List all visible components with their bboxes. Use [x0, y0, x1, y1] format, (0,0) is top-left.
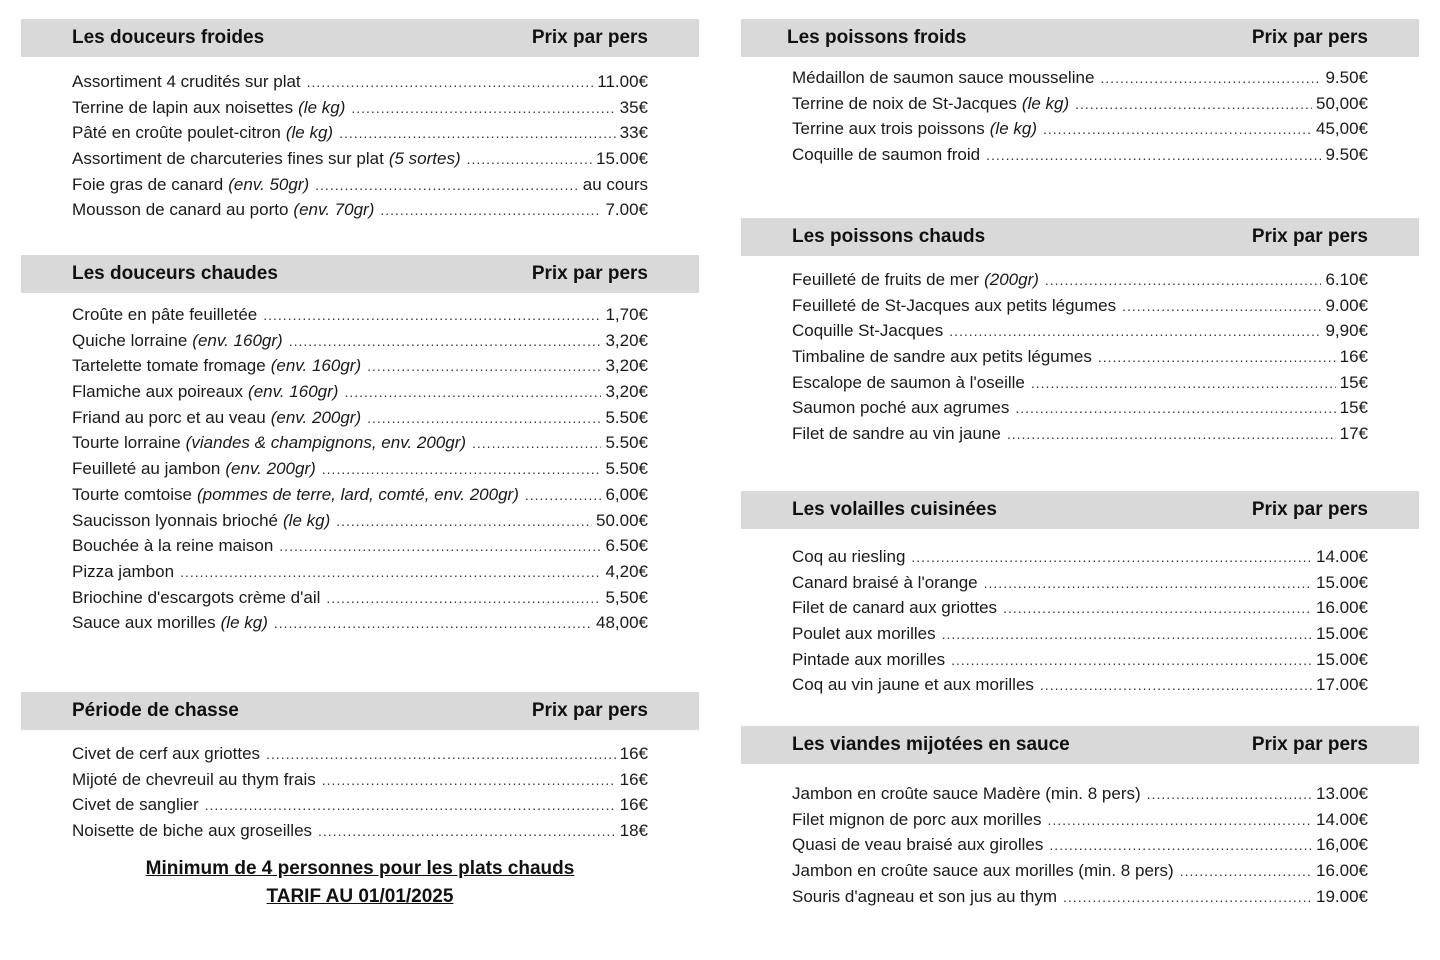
item-price: 9.50€	[1325, 68, 1368, 87]
item-name: Feuilleté de St-Jacques aux petits légumes	[792, 295, 1117, 315]
menu-item	[72, 149, 648, 175]
dot-leader	[339, 125, 616, 141]
menu-list	[792, 68, 1368, 171]
item-price: 50.00€	[596, 510, 648, 530]
dot-leader	[380, 202, 601, 218]
tarif-date: TARIF AU 01/01/2025	[266, 886, 454, 907]
menu-item	[72, 562, 648, 588]
item-name: Bouchée à la reine maison	[72, 536, 274, 556]
item-name: Croûte en pâte feuilletée	[72, 305, 258, 324]
section-poissons-chauds	[741, 218, 1419, 444]
price-column-header: Prix par pers	[1251, 499, 1368, 520]
menu-item	[792, 784, 1368, 810]
item-price: 5.50€	[605, 407, 648, 427]
item-name: Foie gras de canard	[72, 174, 224, 194]
item-note: (viandes & champignons, env. 200gr)	[185, 433, 467, 453]
menu-item	[792, 68, 1368, 94]
item-note: (env. 160gr)	[248, 382, 339, 402]
minimum-notice: Minimum de 4 personnes pour les plats chauds	[145, 858, 575, 879]
section-title: Les volailles cuisinées	[792, 499, 997, 520]
item-name: Coquille St-Jacques	[792, 321, 944, 341]
item-name: Mijoté de chevreuil au thym frais	[72, 769, 316, 789]
item-price: 15€	[1339, 372, 1368, 392]
dot-leader	[266, 746, 616, 762]
section-header	[21, 255, 699, 293]
dot-leader	[1043, 121, 1312, 137]
dot-leader	[326, 590, 601, 606]
item-note: (pommes de terre, lard, comté, env. 200gr)	[197, 484, 519, 504]
item-price: 17€	[1339, 424, 1368, 444]
dot-leader	[525, 487, 602, 503]
item-note: (env. 160gr)	[270, 356, 362, 376]
dot-leader	[984, 575, 1312, 591]
section-header	[741, 19, 1419, 57]
menu-item	[792, 347, 1368, 373]
item-price: 5.50€	[605, 459, 648, 479]
menu-item	[72, 588, 648, 614]
item-name: Pâté en croûte poulet-citron	[72, 123, 281, 143]
item-note: (le kg)	[989, 119, 1037, 139]
item-name: Filet de canard aux griottes	[792, 598, 998, 618]
section-title: Les viandes mijotées en sauce	[792, 734, 1070, 755]
dot-leader	[1031, 375, 1336, 391]
section-title: Les douceurs froides	[72, 27, 265, 48]
section-periode-chasse	[21, 692, 699, 841]
item-note: (le kg)	[283, 510, 331, 530]
item-note: (env. 200gr)	[270, 407, 362, 427]
dot-leader	[367, 358, 601, 374]
dot-leader	[1045, 272, 1322, 288]
item-price: 33€	[619, 123, 648, 143]
menu-list	[792, 784, 1368, 912]
item-name: Assortiment 4 crudités sur plat	[72, 72, 301, 91]
item-name: Friand au porc et au veau	[72, 407, 266, 427]
item-price: 9,90€	[1325, 321, 1368, 341]
menu-item	[792, 119, 1368, 145]
price-column-header: Prix par pers	[531, 700, 648, 721]
menu-item	[72, 795, 648, 821]
section-header	[741, 726, 1419, 764]
item-price: 9.00€	[1325, 295, 1368, 315]
item-price: 5,50€	[605, 587, 648, 607]
menu-item	[792, 296, 1368, 322]
price-column-header: Prix par pers	[1251, 27, 1368, 48]
item-name: Canard braisé à l'orange	[792, 572, 978, 592]
dot-leader	[289, 333, 602, 349]
item-price: 45,00€	[1316, 119, 1368, 139]
item-price: 14.00€	[1316, 547, 1368, 566]
menu-item	[792, 547, 1368, 573]
menu-list	[792, 547, 1368, 701]
item-name: Terrine aux trois poissons	[792, 119, 985, 139]
menu-item	[72, 536, 648, 562]
item-price: 48,00€	[596, 613, 648, 633]
dot-leader	[1007, 426, 1336, 442]
menu-item	[792, 675, 1368, 701]
item-price: 9.50€	[1325, 145, 1368, 165]
dot-leader	[274, 615, 592, 631]
menu-item	[792, 887, 1368, 913]
section-header	[741, 218, 1419, 256]
dot-leader	[1075, 96, 1312, 112]
item-price: 6.50€	[605, 536, 648, 556]
dot-leader	[307, 74, 594, 90]
item-name: Briochine d'escargots crème d'ail	[72, 587, 321, 607]
item-note: (env. 200gr)	[225, 459, 316, 479]
item-name: Timbaline de sandre aux petits légumes	[792, 347, 1092, 367]
item-price: 16€	[619, 744, 648, 763]
item-name: Sauce aux morilles	[72, 613, 216, 633]
menu-item	[792, 624, 1368, 650]
item-name: Mousson de canard au porto	[72, 200, 289, 220]
item-name: Civet de sanglier	[72, 795, 199, 815]
dot-leader	[1047, 812, 1312, 828]
item-name: Feuilleté de fruits de mer	[792, 270, 980, 289]
item-price: 19.00€	[1316, 886, 1368, 906]
item-price: 13.00€	[1316, 784, 1368, 803]
item-name: Assortiment de charcuteries fines sur plat	[72, 149, 384, 169]
item-price: 15.00€	[1316, 572, 1368, 592]
item-name: Terrine de lapin aux noisettes	[72, 97, 294, 117]
item-note: (env. 50gr)	[228, 174, 310, 194]
menu-item	[72, 175, 648, 201]
item-name: Pintade aux morilles	[792, 649, 946, 669]
item-price: 6,00€	[605, 484, 648, 504]
item-name: Feuilleté au jambon	[72, 459, 221, 479]
item-price: 50,00€	[1316, 93, 1368, 113]
item-note: (le kg)	[285, 123, 334, 143]
dot-leader	[472, 435, 601, 451]
dot-leader	[351, 100, 615, 116]
menu-item	[792, 810, 1368, 836]
menu-item	[792, 94, 1368, 120]
item-price: 3,20€	[605, 382, 648, 402]
item-price: 3,20€	[605, 356, 648, 376]
section-douceurs-froides	[21, 19, 699, 220]
item-name: Jambon en croûte sauce Madère (min. 8 pers)	[792, 784, 1141, 803]
item-name: Filet de sandre au vin jaune	[792, 424, 1001, 444]
dot-leader	[180, 564, 601, 580]
dot-leader	[467, 151, 592, 167]
section-poissons-froids	[741, 19, 1419, 165]
section-header	[741, 491, 1419, 529]
item-name: Poulet aux morilles	[792, 624, 936, 644]
item-price: 6.10€	[1325, 270, 1368, 289]
menu-item	[792, 573, 1368, 599]
item-price: 16.00€	[1316, 598, 1368, 618]
price-column-header: Prix par pers	[531, 263, 648, 284]
dot-leader	[949, 323, 1321, 339]
dot-leader	[315, 177, 579, 193]
dot-leader	[322, 461, 602, 477]
item-note: (env. 70gr)	[293, 200, 375, 220]
section-volailles	[741, 491, 1419, 695]
dot-leader	[1122, 298, 1321, 314]
item-price: 15.00€	[1316, 624, 1368, 644]
item-name: Médaillon de saumon sauce mousseline	[792, 68, 1095, 87]
item-name: Quiche lorraine	[72, 330, 188, 350]
item-price: 16€	[1339, 347, 1368, 367]
item-name: Civet de cerf aux griottes	[72, 744, 261, 763]
item-price: 15.00€	[1316, 649, 1368, 669]
dot-leader	[1040, 677, 1312, 693]
section-header	[21, 692, 699, 730]
section-viandes	[741, 726, 1419, 906]
item-price: au cours	[582, 174, 648, 194]
section-header	[21, 19, 699, 57]
item-price: 7.00€	[605, 200, 648, 220]
item-price: 14.00€	[1316, 809, 1368, 829]
price-column-header: Prix par pers	[1251, 226, 1368, 247]
item-price: 16€	[619, 769, 648, 789]
item-note: (5 sortes)	[388, 149, 461, 169]
item-name: Tourte comtoise	[72, 484, 192, 504]
menu-item	[72, 382, 648, 408]
item-price: 11.00€	[597, 72, 648, 91]
dot-leader	[1098, 349, 1336, 365]
price-column-header: Prix par pers	[531, 27, 648, 48]
menu-item	[72, 98, 648, 124]
item-name: Saumon poché aux agrumes	[792, 398, 1010, 418]
dot-leader	[318, 823, 616, 839]
menu-item	[792, 424, 1368, 450]
item-name: Pizza jambon	[72, 561, 175, 581]
dot-leader	[344, 384, 601, 400]
item-price: 1,70€	[605, 305, 648, 324]
menu-item	[792, 145, 1368, 171]
item-name: Flamiche aux poireaux	[72, 382, 244, 402]
price-column-header: Prix par pers	[1251, 734, 1368, 755]
menu-list	[72, 305, 648, 639]
item-note: (env. 160gr)	[192, 330, 283, 350]
section-title: Les douceurs chaudes	[72, 263, 278, 284]
menu-list	[792, 270, 1368, 450]
item-note: (le kg)	[220, 613, 268, 633]
section-title: Période de chasse	[72, 700, 239, 721]
item-price: 16.00€	[1316, 861, 1368, 881]
dot-leader	[336, 513, 592, 529]
item-price: 4,20€	[605, 561, 648, 581]
menu-item	[72, 770, 648, 796]
menu-item	[72, 331, 648, 357]
dot-leader	[322, 772, 616, 788]
item-price: 35€	[619, 97, 648, 117]
menu-item	[792, 650, 1368, 676]
dot-leader	[986, 147, 1321, 163]
menu-list	[72, 72, 648, 226]
dot-leader	[1180, 863, 1312, 879]
menu-item	[72, 72, 648, 98]
item-price: 3,20€	[605, 330, 648, 350]
item-price: 15.00€	[596, 149, 648, 169]
section-title: Les poissons froids	[787, 27, 967, 48]
menu-list	[72, 744, 648, 847]
menu-item	[792, 321, 1368, 347]
menu-item	[72, 821, 648, 847]
dot-leader	[1063, 889, 1312, 905]
menu-item	[792, 270, 1368, 296]
item-name: Terrine de noix de St-Jacques	[792, 93, 1017, 113]
item-price: 16,00€	[1316, 835, 1368, 855]
item-name: Tourte lorraine	[72, 433, 181, 453]
menu-item	[72, 123, 648, 149]
dot-leader	[951, 652, 1312, 668]
menu-item	[72, 433, 648, 459]
menu-item	[72, 613, 648, 639]
dot-leader	[942, 626, 1312, 642]
menu-item	[72, 511, 648, 537]
item-name: Coq au vin jaune et aux morilles	[792, 675, 1034, 695]
dot-leader	[279, 538, 601, 554]
dot-leader	[367, 410, 601, 426]
menu-item	[72, 744, 648, 770]
section-douceurs-chaudes	[21, 255, 699, 633]
menu-item	[792, 373, 1368, 399]
dot-leader	[1003, 600, 1312, 616]
menu-item	[72, 485, 648, 511]
item-name: Saucisson lyonnais brioché	[72, 510, 279, 530]
item-note: (le kg)	[1021, 93, 1070, 113]
dot-leader	[1100, 70, 1321, 86]
dot-leader	[263, 307, 601, 323]
item-price: 5.50€	[605, 433, 648, 453]
dot-leader	[205, 797, 616, 813]
item-name: Quasi de veau braisé aux girolles	[792, 835, 1044, 855]
dot-leader	[1049, 837, 1312, 853]
menu-item	[72, 305, 648, 331]
item-price: 17.00€	[1316, 675, 1368, 695]
item-price: 18€	[619, 821, 648, 841]
menu-item	[72, 408, 648, 434]
item-name: Noisette de biche aux groseilles	[72, 821, 313, 841]
item-name: Tartelette tomate fromage	[72, 356, 266, 376]
item-note: (200gr)	[984, 270, 1039, 289]
item-name: Filet mignon de porc aux morilles	[792, 809, 1042, 829]
menu-item	[72, 356, 648, 382]
item-name: Souris d'agneau et son jus au thym	[792, 886, 1058, 906]
dot-leader	[1147, 786, 1312, 802]
menu-item	[72, 200, 648, 226]
dot-leader	[1015, 400, 1335, 416]
item-name: Coquille de saumon froid	[792, 145, 981, 165]
menu-item	[792, 598, 1368, 624]
menu-item	[792, 861, 1368, 887]
item-price: 16€	[619, 795, 648, 815]
item-price: 15€	[1339, 398, 1368, 418]
menu-item	[72, 459, 648, 485]
dot-leader	[911, 549, 1312, 565]
item-name: Jambon en croûte sauce aux morilles (min. 8 pers)	[792, 861, 1174, 881]
item-note: (le kg)	[298, 97, 346, 117]
item-name: Escalope de saumon à l'oseille	[792, 372, 1025, 392]
section-title: Les poissons chauds	[792, 226, 986, 247]
menu-item	[792, 398, 1368, 424]
menu-item	[792, 835, 1368, 861]
item-name: Coq au riesling	[792, 547, 906, 566]
